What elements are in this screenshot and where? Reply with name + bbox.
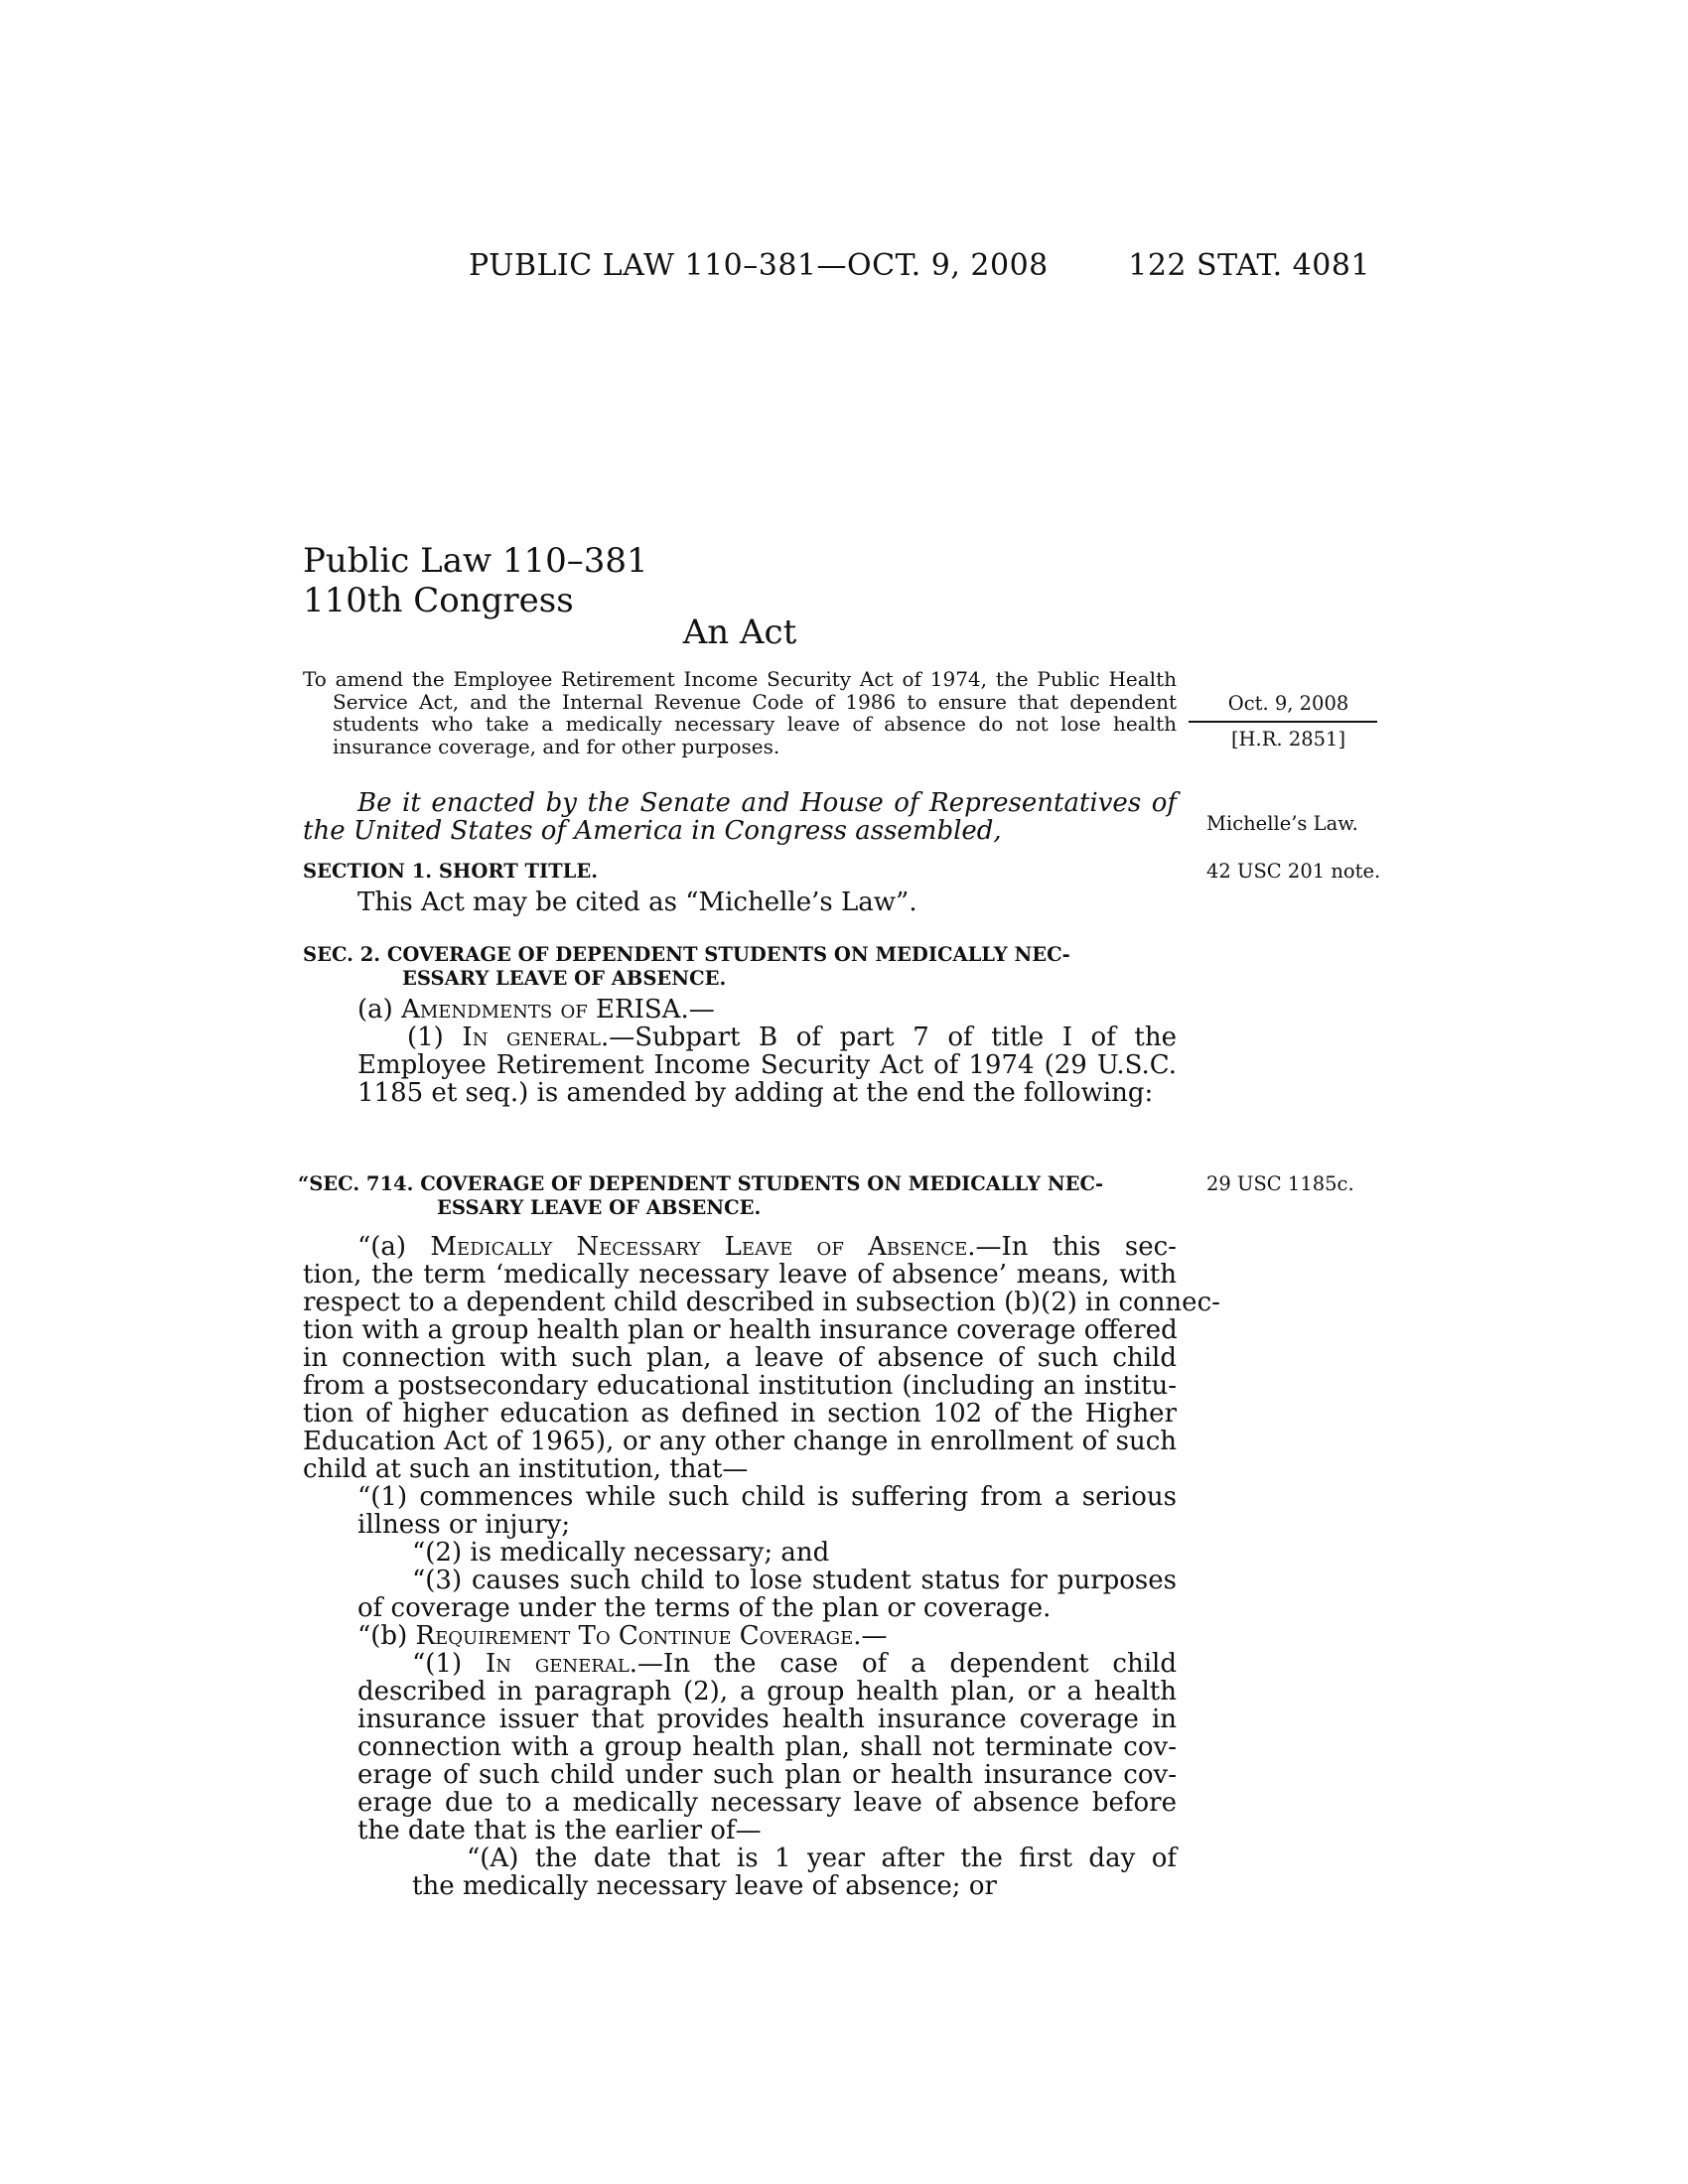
section-1-text: This Act may be cited as “Michelle’s Law”. [357,887,917,917]
margin-usc-note: 42 USC 201 note. [1206,860,1381,883]
paragraph-714-b-1-line [357,1650,1177,1678]
item-1-line: “(1) commences while such child is suffering from a serious [357,1482,1177,1512]
margin-divider [1189,721,1377,723]
subsection-714-b-caption: Requirement To Continue Coverage [415,1621,854,1651]
subsection-714-a-line: respect to a dependent child described in subsection (b)(2) in connec- [303,1288,1220,1317]
margin-popular-name: Michelle’s Law. [1206,812,1358,835]
paragraph-714-b-1-line: connection with a group health plan, shall not terminate cov- [357,1732,1177,1762]
paragraph-714-b-1-line: erage of such child under such plan or health insurance cov- [357,1760,1177,1790]
subsection-714-a-line: Education Act of 1965), or any other change in enrollment of such [303,1427,1177,1456]
paragraph-1-line [357,1024,1177,1051]
congress-number: 110th Congress [303,581,574,620]
subsection-714-b-heading [303,1622,1177,1650]
subsection-714-a-caption: Medically Necessary Leave of Absence [430,1232,968,1262]
subparagraph-A-line: “(A) the date that is 1 year after the first day of [467,1843,1177,1873]
subsection-714-a-line: child at such an institution, that— [303,1454,749,1484]
subsection-714-a-line [303,1233,1177,1261]
subparagraph-A-line: the medically necessary leave of absence; or [412,1871,997,1901]
subsection-714-a-line: tion of higher education as defined in section 102 of the Higher [303,1399,1177,1429]
item-1-line: illness or injury; [357,1510,571,1540]
section-714-heading-line: ESSARY LEAVE OF ABSENCE. [437,1196,762,1219]
paragraph-1-caption: In general [462,1023,601,1052]
subsection-a [357,996,1177,1024]
subsection-714-b-suffix: .— [853,1621,888,1651]
section-2-heading [303,943,1177,991]
long-title-line: students who take a medically necessary leave of absence do not lose health [333,712,1177,736]
paragraph-714-b-1-line: insurance issuer that provides health insurance coverage in [357,1705,1177,1734]
paragraph-714-b-1-caption: In general [485,1649,630,1679]
item-3-line: “(3) causes such child to lose student status for purposes [412,1566,1177,1595]
subsection-714-a-prefix: “(a) [357,1232,431,1262]
long-title-line: insurance coverage, and for other purposes. [333,734,780,758]
subsection-714-a [303,1232,1220,1484]
paragraph-1 [357,1024,1177,1051]
item-2-line: “(2) is medically necessary; and [412,1538,830,1568]
law-title [303,541,648,620]
long-title-line: To amend the Employee Retirement Income Security Act of 1974, the Public Health [303,667,1177,691]
paragraph-714-b-1-line: described in paragraph (2), a group health plan, or a health [357,1677,1177,1706]
subsection-714-a-line: from a postsecondary educational institution (including an institu- [303,1371,1177,1401]
subsection-a-prefix: (a) [357,995,402,1024]
subsection-714-a-line: in connection with such plan, a leave of absence of such child [303,1343,1177,1373]
item-3-line: of coverage under the terms of the plan or coverage. [357,1593,1052,1623]
paragraph-1-body [357,1051,1177,1107]
margin-bill-number: [H.R. 2851] [1230,728,1346,751]
margin-date: Oct. 9, 2008 [1227,692,1349,715]
page-number: 122 STAT. 4081 [1128,248,1370,283]
paragraph-714-b-1 [357,1650,1177,1844]
section-714-heading-line: “SEC. 714. COVERAGE OF DEPENDENT STUDENTS ON MEDICALLY NEC- [298,1172,1104,1195]
section-1-heading: SECTION 1. SHORT TITLE. [303,860,599,883]
enacting-line: Be it enacted by the Senate and House of Representatives of [357,788,1177,818]
paragraph-714-b-1-rest: .—In the case of a dependent child [629,1649,1177,1679]
enacting-line: the United States of America in Congress assembled, [303,816,1002,846]
act-heading: An Act [682,613,797,652]
subsection-a-suffix: ERISA.— [587,995,715,1024]
subsection-a-caption: Amendments of [401,995,588,1024]
subsection-714-a-rest: .—In this sec- [967,1232,1177,1262]
long-title-line: Service Act, and the Internal Revenue Code of 1986 to ensure that dependent [333,689,1177,714]
section-2-heading-line: ESSARY LEAVE OF ABSENCE. [402,967,727,990]
paragraph-1-line: Employee Retirement Income Security Act of 1974 (29 U.S.C. [357,1050,1177,1080]
long-title [303,668,1177,757]
section-2-heading-line: SEC. 2. COVERAGE OF DEPENDENT STUDENTS ON MEDICALLY NEC- [303,943,1070,966]
subsection-714-a-items [303,1483,1177,1650]
paragraph-1-line: 1185 et seq.) is amended by adding at the end the following: [357,1078,1154,1108]
enacting-clause [303,789,1177,845]
paragraph-714-b-1-prefix: “(1) [412,1649,486,1679]
law-number: Public Law 110–381 [303,541,648,581]
subsection-714-b-prefix: “(b) [357,1621,416,1651]
paragraph-714-b-1-line: erage due to a medically necessary leave of absence before [357,1788,1177,1818]
subsection-714-a-line: tion with a group health plan or health insurance coverage offered [303,1315,1178,1345]
subparagraph-A [412,1844,1177,1900]
paragraph-1-rest: .—Subpart B of part 7 of title I of the [600,1023,1177,1052]
running-header-left: PUBLIC LAW 110–381—OCT. 9, 2008 [469,248,1049,283]
paragraph-714-b-1-line: the date that is the earlier of— [357,1816,762,1845]
subsection-714-a-line: tion, the term ‘medically necessary leave of absence’ means, with [303,1260,1177,1290]
paragraph-1-prefix: (1) [407,1023,463,1052]
margin-usc-1185c: 29 USC 1185c. [1206,1172,1354,1195]
section-714-heading [298,1172,1172,1220]
